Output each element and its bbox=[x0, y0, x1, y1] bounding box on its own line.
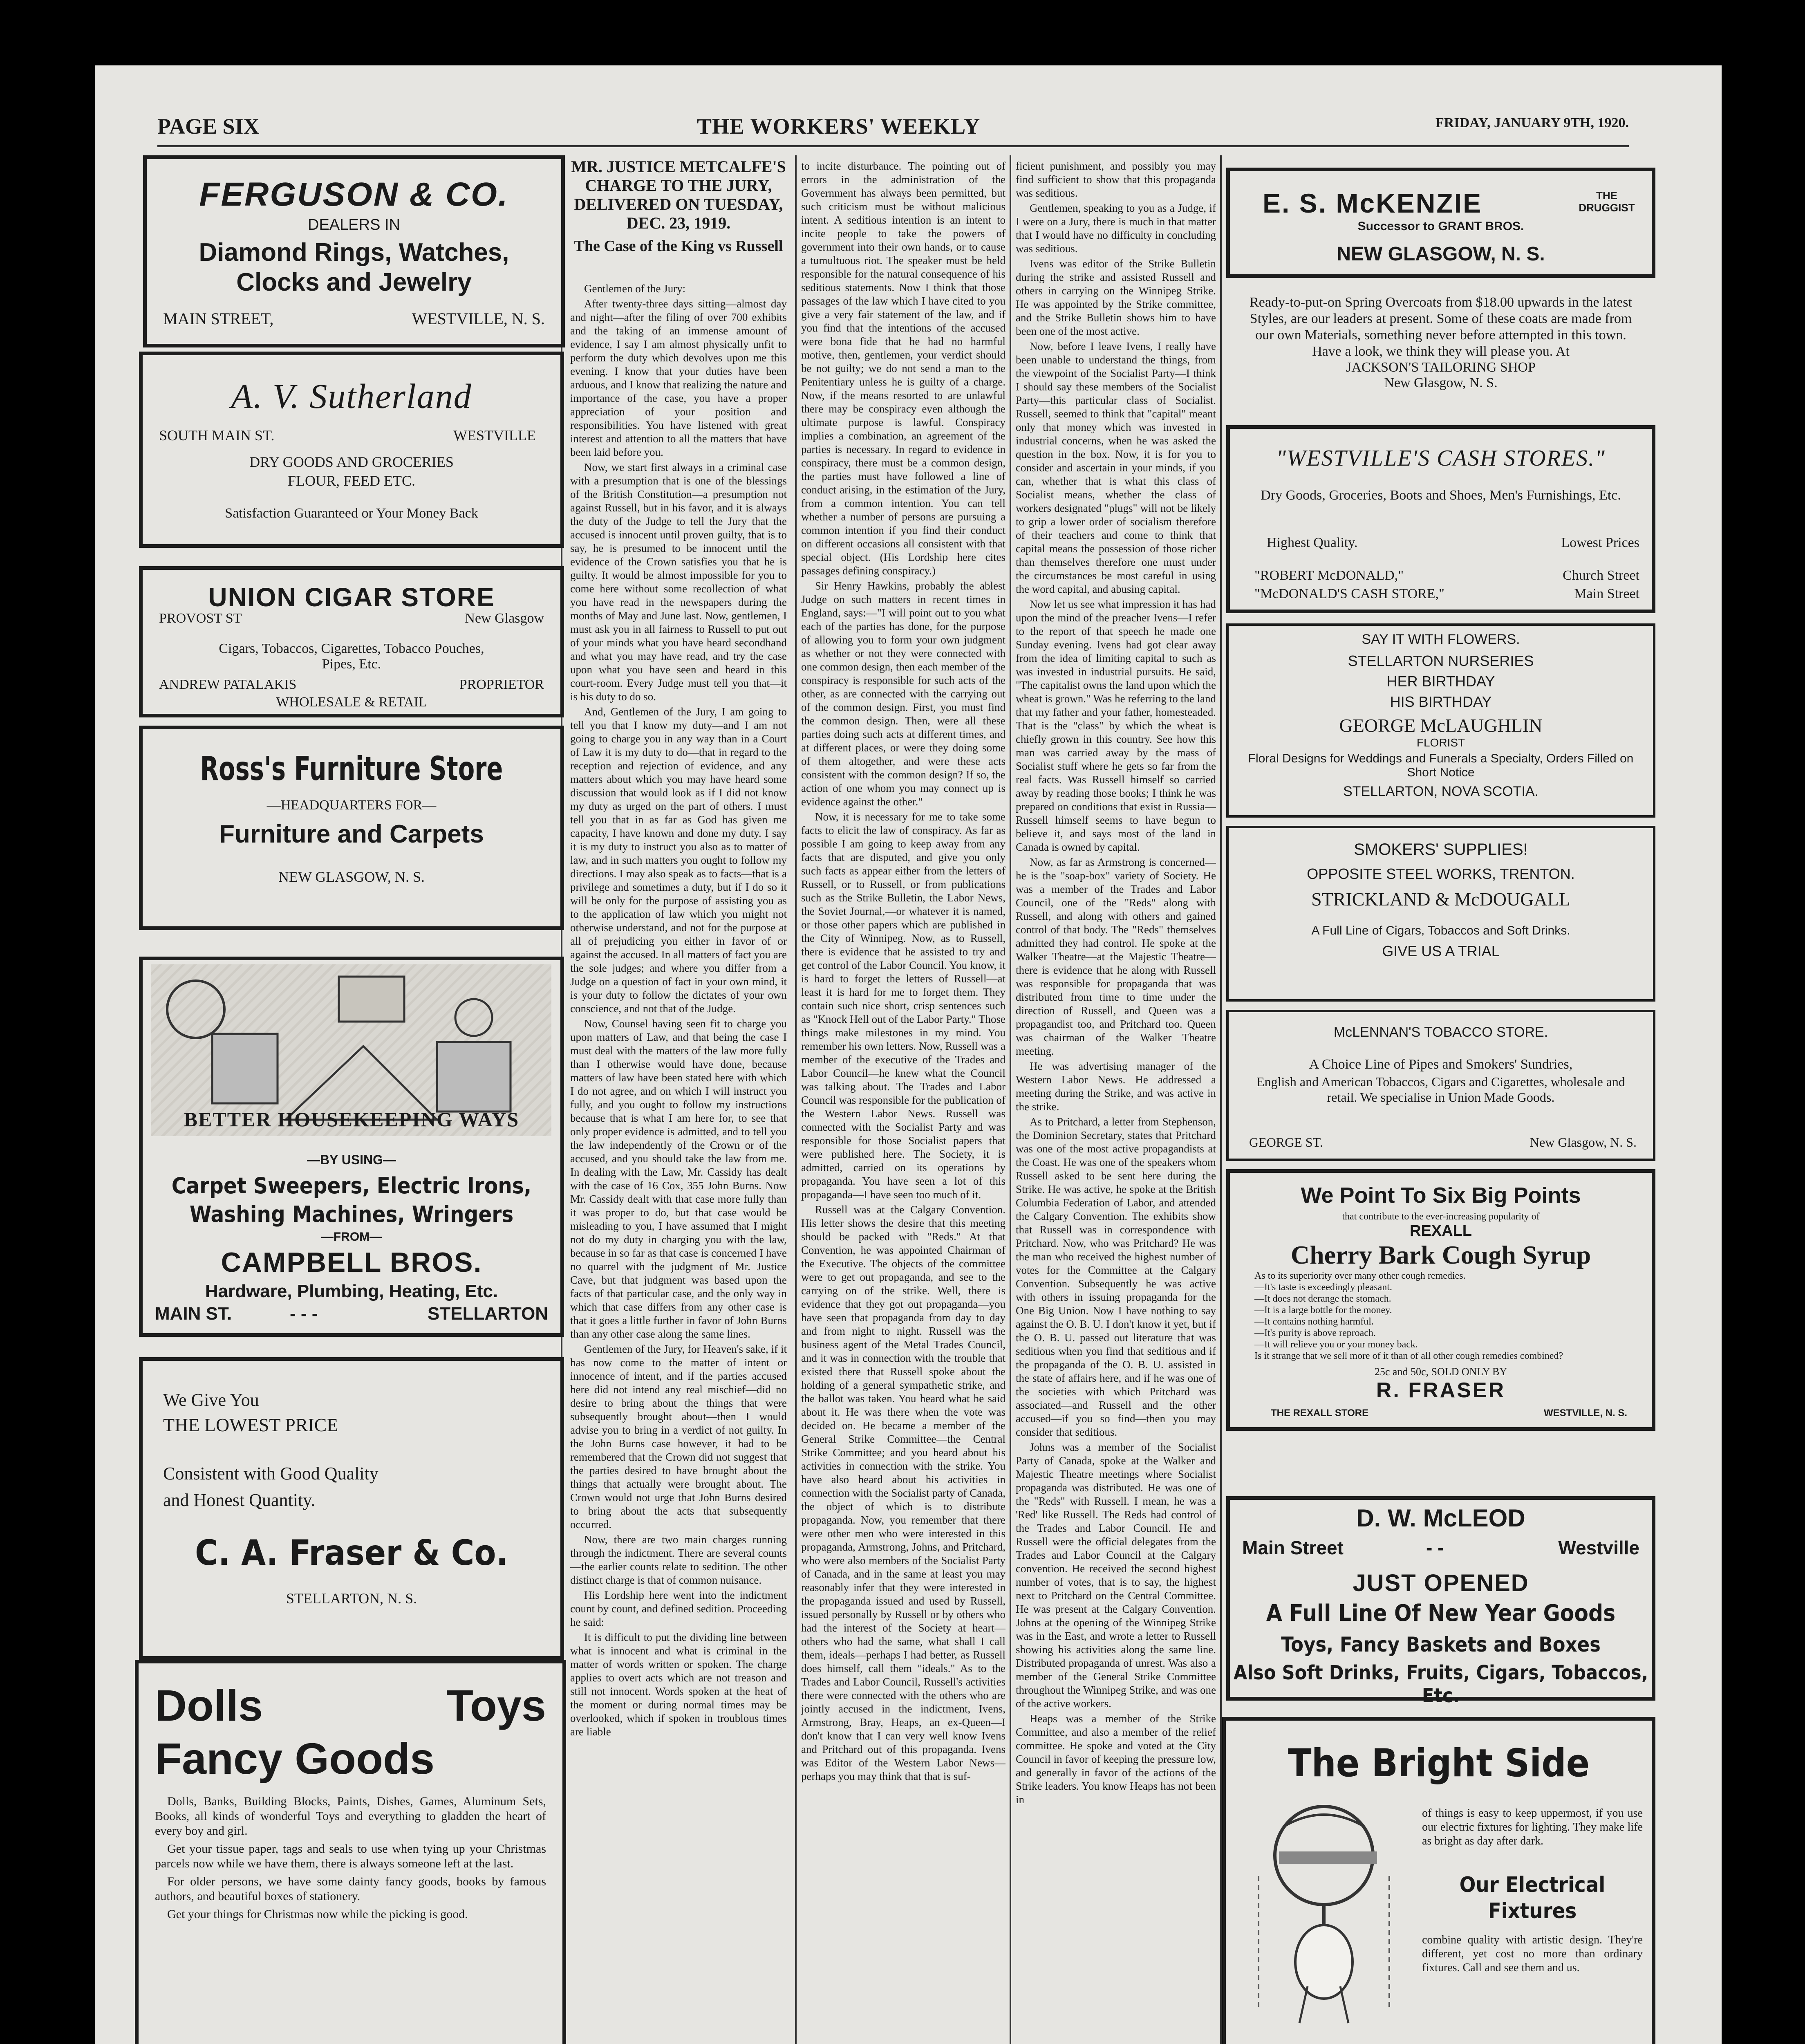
pictou-text: of things is easy to keep uppermost, if you use our electric fixtures for lighting. They make life as bright as day after dark. bbox=[1422, 1807, 1643, 1847]
whites-store-ad bbox=[135, 1660, 566, 2044]
article-para: Gentlemen, speaking to you as a Judge, if I were on a Jury, there is much in that matter that I would have no difficulty in concluding was seditious. bbox=[1016, 202, 1216, 255]
ferguson-line1: Diamond Rings, Watches, bbox=[199, 238, 509, 267]
ferguson-name: FERGUSON & CO. bbox=[199, 176, 509, 213]
article-para: His Lordship here went into the indictment count by count, and defined sedition. Proceeding he said: bbox=[570, 1589, 787, 1628]
rexall-town: WESTVILLE, N. S. bbox=[1543, 1407, 1627, 1419]
article-para: Johns was a member of the Socialist Party of Canada, spoke at the Walker and Majestic Theatre meetings where Socialist propaganda was distributed. He was one of the "Reds" with Russell. I mean, he was a 'Red' like Russell. The Reds had control of the Trades and Labor Council. He and Russell were the official delegates from the Trades and Labor Council at the Calgary convention. He received the second highest number of votes, that is to say, the highest next to Pritchard on the Central Committee. He was present at the Calgary Convention. Johns at the opening of the Winnipeg Strike was in the East, and wrote a letter to Russell showing his activities along the same line. Distributed propaganda of unrest. Was also a member of the General Strike Committee throughout the Winnipeg Strike, and was one of the active workers. bbox=[1016, 1441, 1216, 1710]
article-para: Gentlemen of the Jury: bbox=[584, 282, 686, 295]
sutherland-street: SOUTH MAIN ST. bbox=[159, 427, 275, 444]
article-para: It is difficult to put the dividing line between what is innocent and what is criminal in the matter of words written or spoken. The charge applies to overt acts which are not treason and still not innocent. Words spoken at the heat of the moment or during normal times may be overlooked, which if spoken in troublous times are liable bbox=[570, 1631, 787, 1738]
smokers-ad bbox=[1226, 826, 1655, 1002]
article-headline: MR. JUSTICE METCALFE'S CHARGE TO THE JURY, DELIVERED ON TUESDAY, DEC. 23, 1919. bbox=[571, 157, 786, 232]
westville-cash-q1: Highest Quality. bbox=[1267, 535, 1358, 550]
mcleod-l1: A Full Line Of New Year Goods bbox=[1266, 1600, 1616, 1627]
article-column-3 bbox=[1016, 159, 1216, 2044]
jackson-town: New Glasgow, N. S. bbox=[1384, 375, 1498, 390]
header-rule bbox=[157, 145, 1629, 147]
whites-p1: Dolls, Banks, Building Blocks, Paints, Dishes, Games, Aluminum Sets, Books, all kinds of wonderful Toys and everything to gladden the heart of every boy and girl. bbox=[155, 1795, 546, 1838]
flowers-ad bbox=[1226, 623, 1655, 818]
ross-goods: Furniture and Carpets bbox=[219, 820, 484, 848]
union-owner: ANDREW PATALAKIS bbox=[159, 677, 297, 692]
mcleod-ad bbox=[1226, 1496, 1655, 1707]
whites-toys: Toys bbox=[446, 1681, 546, 1730]
column-rule bbox=[1010, 155, 1011, 2044]
union-name: UNION CIGAR STORE bbox=[208, 583, 495, 612]
article-para: to incite disturbance. The pointing out of errors in the administration of the Government has always been permitted, but such criticism must be without malicious intent. A seditious intention is an intent to incite people to take the powers of government into their own hands, or to cause a tumultuous riot. The speaker must be held responsible for the natural consequence of his seditious statements. Now I think that those passages of the law which I have cited to you give a very fair statement of the law, and if you find that the intentions of the accused were bona fide that he had no harmful motive, then, gentlemen, your verdict should be not guilty; we do not send a man to the Penitentiary unless he is guilty of a charge. Now, if the means resorted to are unlawful there may be conspiracy even although the ultimate purpose is lawful. Conspiracy implies a combination, an agreement of the parties is necessary. In regard to evidence in conspiracy, there must be a common design, the parties must have followed a line of conduct arising, in the estimation of the Jury, from a common intention. You can tell whether a number of persons are pursuing a common intention if you find their conduct on different occasions all consistent with that special object. (His Lordship here cites passages defining conspiracy.) bbox=[801, 160, 1006, 577]
mcleod-l2: Toys, Fancy Baskets and Boxes bbox=[1281, 1633, 1601, 1656]
article-para: He was advertising manager of the Western Labor News. He addressed a meeting during the Strike, and was active in the strike. bbox=[1016, 1060, 1216, 1113]
westville-cash-name: "WESTVILLE'S CASH STORES." bbox=[1276, 446, 1606, 471]
fraser-l2: THE LOWEST PRICE bbox=[163, 1414, 338, 1435]
union-cigar-ad bbox=[139, 566, 564, 717]
campbell-from: —FROM— bbox=[321, 1230, 382, 1244]
mclennan-name: McLENNAN'S TOBACCO STORE. bbox=[1333, 1024, 1548, 1040]
ca-fraser-ad bbox=[139, 1357, 564, 1660]
westville-cash-s2r: Main Street bbox=[1574, 586, 1639, 601]
union-type: WHOLESALE & RETAIL bbox=[276, 695, 427, 710]
fraser-l3: Consistent with Good Quality bbox=[163, 1464, 378, 1484]
campbell-town: STELLARTON bbox=[428, 1304, 548, 1324]
flowers-line: Floral Designs for Weddings and Funerals a Specialty, Orders Filled on Short Notice bbox=[1248, 752, 1634, 779]
article-para: Now let us see what impression it has had upon the mind of the preacher Ivens—I refer to the report of that speech he made one Sunday evening. Ivens had got clear away from the idea of limiting capital to such as was invested in industrial pursuits. He said, "The capitalist owns the land upon which the wheat is grown." Was he referring to the land that my father and your father, homesteaded. That is the "class" by which the wheat is chiefly grown in this country. See how this man was carried away by the mass of Socialist stuff where he gets so far from the real facts. Was Russell himself so carried away by reading those books; I think he was prepared on conditions that exist in Russia—Russell himself seems to have begun to believe it, and says most of the land in Canada is owned by capital. bbox=[1016, 598, 1216, 853]
flowers-say: SAY IT WITH FLOWERS. bbox=[1362, 632, 1520, 647]
rexall-strange: Is it strange that we sell more of it than of all other cough remedies combined? bbox=[1254, 1351, 1563, 1361]
column-rule bbox=[1220, 155, 1222, 2044]
mcleod-street: Main Street bbox=[1242, 1537, 1344, 1558]
flowers-name: GEORGE McLAUGHLIN bbox=[1339, 715, 1543, 736]
smokers-name: STRICKLAND & McDOUGALL bbox=[1311, 889, 1570, 910]
pictou-sub: Our Electrical Fixtures bbox=[1459, 1873, 1606, 1923]
article-para: And, Gentlemen of the Jury, I am going to tell you that I know my duty—and I am not going to charge you in any way than in a Court of Law it is my duty to do—that in regard to the reception and rejection of evidence, and any matters about which you may have heard some discussion that would look as if I did not know my duty as urged on the part of others. I must tell you that in as far as God has given me capacity, I have known and done my duty. I say it is my duty to instruct you also as to matter of law, and in such matters you ought to follow my directions. I may also speak as to facts—that is a privilege and sometimes a duty, but if I do so it will be only for the purpose of assisting you as to the application of law which you might not otherwise understand, and not for the purpose at all of prejudicing you either in favor of or against the accused. In all matters of fact you are the sole judges; and where you differ from a Judge on a question of fact in your own mind, it is your duty to follow the dictates of your own conscience, and not that of the Judge. bbox=[570, 706, 787, 1015]
whites-p4: Get your things for Christmas now while the picking is good. bbox=[167, 1907, 468, 1921]
article-para: Sir Henry Hawkins, probably the ablest Judge on such matters in recent times in England, says:—"I will point out to you what each of the parties has done, for the purpose of allowing you to form your own judgment as whether or not they were connected with one common design, then each member of the conspiracy is responsible for such acts of the other, as are connected with the carrying out of the common design. First, you must find the common design. Then, were all these parties doing such acts at different times, and at different places, or were they doing some of them altogether, and were these acts consistent with the common design? If so, the action of one whom you may connect up is evidence against the other." bbox=[801, 580, 1006, 808]
whites-fancy: Fancy Goods bbox=[155, 1734, 435, 1783]
mclennan-l1: A Choice Line of Pipes and Smokers' Sundries, bbox=[1309, 1057, 1573, 1072]
article-para: As to Pritchard, a letter from Stephenson, the Dominion Secretary, states that Pritchard was one of the most active propagandists at the Coast. He was one of the speakers whom Russell asked to be sent here during the Strike. He was active, he spoke at the British Columbia Federation of Labor, and attended the Calgary Convention. The exhibits show that Russell was in correspondence with Pritchard. Now, who was Pritchard? He was the man who received the highest number of votes for the Committee at the Calgary Convention. Subsequently he was active with others in issuing propaganda for the One Big Union. Now I have nothing to say against the O. B. U. I don't know it yet, but if the O. B. U. passed out literature that was seditious when you find that seditious and if the propaganda of the O. B. U. assisted in the state of affairs here, and if he was one of the societies with which Pritchard was associated—and Russell and the other accused—if you so find—then you may consider that seditious. bbox=[1016, 1116, 1216, 1438]
flowers-florist: FLORIST bbox=[1416, 736, 1465, 749]
rexall-point: —It's taste is exceedingly pleasant. bbox=[1254, 1282, 1392, 1293]
rexall-point: —It contains nothing harmful. bbox=[1254, 1316, 1374, 1327]
pictou-text2: combine quality with artistic design. They're different, yet cost no more than ordinary fixtures. Call and see them and us. bbox=[1422, 1934, 1643, 1974]
mckenzie-ad bbox=[1226, 168, 1655, 278]
union-street: PROVOST ST bbox=[159, 611, 242, 626]
smokers-line: A Full Line of Cigars, Tobaccos and Soft Drinks. bbox=[1311, 924, 1570, 937]
article-para: Now, we start first always in a criminal case with a presumption that is one of the blessings of the British Constitution—a presumption not against Russell, but in his favor, and it is always the duty of the Judge to tell the Jury that the accused is innocent until proven guilty, that is to say, he is presumed to be innocent until the evidence of the Crown satisfies you that he is guilty. It would be almost impossible for you to come here without some recollection of what you have read in the newspapers during the months of May and June last. Now, gentlemen, I must ask you in all fairness to Russell to put out of your minds what you have heard secondhand and what you may have read, and try the case upon what you have seen and heard in this court-room. Every Judge must tell you that—it is his duty to do so. bbox=[570, 461, 787, 703]
westville-cash-s1r: Church Street bbox=[1563, 568, 1639, 583]
ferguson-town: WESTVILLE, N. S. bbox=[412, 309, 545, 328]
campbell-dash: - - - bbox=[290, 1304, 318, 1324]
rexall-point: —It is a large bottle for the money. bbox=[1254, 1305, 1392, 1316]
rexall-point: —It will relieve you or your money back. bbox=[1254, 1339, 1418, 1350]
flowers-his: HIS BIRTHDAY bbox=[1390, 693, 1492, 710]
ferguson-street: MAIN STREET, bbox=[163, 309, 274, 328]
union-town: New Glasgow bbox=[465, 611, 544, 626]
westville-cash-ad bbox=[1226, 425, 1655, 613]
sutherland-ad bbox=[139, 352, 564, 548]
smokers-head: SMOKERS' SUPPLIES! bbox=[1354, 840, 1528, 858]
mcleod-l3: Also Soft Drinks, Fruits, Cigars, Tobaccos, Etc. bbox=[1233, 1661, 1648, 1707]
ferguson-line2: Clocks and Jewelry bbox=[236, 268, 472, 296]
mclennan-l2: English and American Tobaccos, Cigars and Cigarettes, wholesale and retail. We specialise in Union Made Goods. bbox=[1256, 1074, 1625, 1105]
mclennan-town: New Glasgow, N. S. bbox=[1530, 1135, 1637, 1150]
rexall-sup: As to its superiority over many other cough remedies. bbox=[1254, 1271, 1466, 1281]
jackson-shop: JACKSON'S TAILORING SHOP bbox=[1346, 360, 1536, 375]
westville-cash-goods: Dry Goods, Groceries, Boots and Shoes, Men's Furnishings, Etc. bbox=[1261, 488, 1621, 503]
jackson-text: Ready-to-put-on Spring Overcoats from $18.00 upwards in the latest Styles, are our leaders at present. Some of these coats are made from our own Materials, something never before attempted in this town. Have a look, we think they will please you. At bbox=[1250, 295, 1632, 359]
smokers-trial: GIVE US A TRIAL bbox=[1382, 943, 1500, 959]
article-para: After twenty-three days sitting—almost day and night—after the filing of over 700 exhibits and the taking of an immense amount of evidence, I say I am almost physically unfit to perform the duty which devolves upon me this evening. I know that your duties have been arduous, and I know that realizing the nature and importance of the case, you have a proper appreciation of your position and responsibilities. You have listened with great interest and attention to all the matters that have been laid before you. bbox=[570, 298, 787, 458]
pictou-head: The Bright Side bbox=[1288, 1741, 1590, 1786]
rexall-contrib: that contribute to the ever-increasing popularity of bbox=[1342, 1211, 1540, 1222]
mckenzie-name: E. S. McKENZIE bbox=[1263, 188, 1483, 218]
mckenzie-successor: Successor to GRANT BROS. bbox=[1357, 220, 1524, 233]
sutherland-guarantee: Satisfaction Guaranteed or Your Money Back bbox=[225, 506, 478, 521]
page-number: PAGE SIX bbox=[157, 114, 260, 139]
union-role: PROPRIETOR bbox=[459, 677, 544, 692]
mcleod-opened: JUST OPENED bbox=[1353, 1570, 1529, 1596]
rexall-name: R. FRASER bbox=[1376, 1378, 1506, 1402]
column-rule bbox=[795, 155, 797, 2044]
flowers-town: STELLARTON, NOVA SCOTIA. bbox=[1343, 784, 1539, 799]
ross-hq: —HEADQUARTERS FOR— bbox=[266, 798, 437, 813]
article-para: Now, Counsel having seen fit to charge you upon matters of Law, and that being the case I must deal with the matters of the law more fully than I otherwise would have done, because matters of law have been stated here with which I do not agree, and on which I will instruct you fully, and you ought to follow my instructions because that is what I am here for, to see that only proper evidence is admitted, and to tell you the law independently of the Crown or of the accused, and you should take the law from me. In dealing with the Law, Mr. Cassidy has dealt with the case of 16 Cox, 355 John Burns. Now Mr. Cassidy dealt with that case more fully than it was proper to do, but that case would be misleading to you, I have assumed that I might not do my duty in charging you with the law, because in so far as that case is concerned I have no quarrel with the judgment of Mr. Justice Cave, but that judgment was based upon the facts of that particular case, and the only way in which that case differs from any other case is that it goes a little further in favor of John Burns than any other case along the same lines. bbox=[570, 1018, 787, 1340]
campbell-banner: BETTER HOUSEKEEPING WAYS bbox=[184, 1108, 520, 1131]
campbell-name: CAMPBELL BROS. bbox=[221, 1247, 482, 1278]
article-para: ficient punishment, and possibly you may find sufficient to show that this propaganda was seditious. bbox=[1016, 160, 1216, 199]
westville-cash-q2: Lowest Prices bbox=[1561, 535, 1639, 550]
ross-furniture-ad bbox=[139, 726, 564, 930]
whites-p2: Get your tissue paper, tags and seals to use when tying up your Christmas parcels now while we have them, there is always someone left at the last. bbox=[155, 1842, 546, 1870]
mckenzie-druggist: THE DRUGGIST bbox=[1579, 189, 1635, 214]
campbell-using: —BY USING— bbox=[307, 1152, 396, 1167]
whites-p3: For older persons, we have some dainty fancy goods, books by famous authors, and beautiful boxes of stationery. bbox=[155, 1875, 546, 1903]
article-subhead: The Case of the King vs Russell bbox=[574, 238, 783, 255]
westville-cash-s1: "ROBERT McDONALD," bbox=[1254, 568, 1404, 583]
rexall-head: We Point To Six Big Points bbox=[1301, 1183, 1581, 1208]
pictou-electric-ad bbox=[1222, 1717, 1655, 2044]
paper-title: THE WORKERS' WEEKLY bbox=[697, 114, 981, 139]
fraser-l1: We Give You bbox=[163, 1390, 259, 1410]
mckenzie-town: NEW GLASGOW, N. S. bbox=[1337, 243, 1545, 265]
union-items2: Pipes, Etc. bbox=[322, 657, 381, 672]
fraser-l4: and Honest Quantity. bbox=[163, 1490, 316, 1510]
article-para: Now, there are two main charges running through the indictment. There are several counts—the earlier counts relate to sedition. The other distinct charge is that of common nuisance. bbox=[570, 1533, 787, 1586]
campbell-line3: Hardware, Plumbing, Heating, Etc. bbox=[205, 1281, 498, 1301]
issue-date: FRIDAY, JANUARY 9TH, 1920. bbox=[1435, 115, 1629, 130]
union-items: Cigars, Tobaccos, Cigarettes, Tobacco Pouches, bbox=[219, 641, 484, 656]
campbell-street: MAIN ST. bbox=[155, 1304, 232, 1324]
article-para: Now, before I leave Ivens, I really have been unable to understand the things, from the viewpoint of the Socialist Party—I think I should say these members of the Socialist Party—this particular class of Socialist. Russell, seemed to think that "capital" meant only that money which was invested in industrial concerns, when he was asked the question in the box. Now, it is for you to consider and ascertain in your minds, if you can, whether that is what this class of Socialist means, whether the class of workers designated "plugs" will not be likely to grip a lower order of socialism therefore of their teachers and come to think that capital means the possession of those richer than themselves therefore one must under the circumstances be most careful in using the word capital, and abusing capital. bbox=[1016, 340, 1216, 595]
ross-town: NEW GLASGOW, N. S. bbox=[278, 869, 425, 885]
mcleod-dash: - - bbox=[1426, 1537, 1444, 1558]
rexall-point: —It does not derange the stomach. bbox=[1254, 1293, 1391, 1304]
rexall-price: 25c and 50c, SOLD ONLY BY bbox=[1374, 1366, 1507, 1378]
whites-dolls: Dolls bbox=[155, 1681, 263, 1730]
rexall-store: THE REXALL STORE bbox=[1271, 1407, 1369, 1419]
campbell-bros-ad bbox=[139, 957, 564, 1337]
sutherland-goods: DRY GOODS AND GROCERIES bbox=[249, 454, 454, 470]
mclennan-ad bbox=[1226, 1010, 1655, 1161]
campbell-line2: Washing Machines, Wringers bbox=[189, 1201, 514, 1227]
ross-name: Ross's Furniture Store bbox=[200, 750, 503, 788]
article-column-2 bbox=[801, 159, 1006, 2044]
campbell-line1: Carpet Sweepers, Electric Irons, bbox=[171, 1173, 532, 1199]
mcleod-town: Westville bbox=[1558, 1537, 1639, 1558]
sutherland-goods2: FLOUR, FEED ETC. bbox=[287, 473, 415, 489]
article-column-1 bbox=[570, 282, 787, 2044]
electric-fixture-illustration bbox=[1242, 1794, 1414, 2044]
fraser-name: C. A. Fraser & Co. bbox=[195, 1533, 508, 1573]
article-para: Now, as far as Armstrong is concerned—he is the "soap-box" variety of Society. He was a member of the Trades and Labor Council, one of the "Reds" along with Russell, and along with others and gained control of that body. The "Reds" themselves admitted they had control. He spoke at the Walker Theatre—at the Majestic Theatre—there is evidence that he along with Russell was responsible for propaganda that was distributed from time to time under the direction of Russell, and Queen was a propagandist too, and Pritchard too. Queen was chairman of the Walker Theatre meeting. bbox=[1016, 856, 1216, 1057]
jackson-ad bbox=[1230, 294, 1651, 413]
article-para: Now, it is necessary for me to take some facts to elicit the law of conspiracy. As far as possible I am going to keep away from any facts that are disputed, and give you only such facts as appear either from the letters of Russell, or to Russell, or from publications such as the Strike Bulletin, the Labor News, the Soviet Journal,—or whatever it is named, or those other papers which are published in the City of Winnipeg. Now, as to Russell, there is evidence that he assisted to try and get control of the Labor Council. You know, it is hard to forget the letters of Russell—at least it is hard for me to forget them. They contain such nice short, crisp sentences such as "Knock Hell out of the Labor Party." Those things make milestones in my mind. You remember his own letters. Now, Russell was a member of the executive of the Trades and Labor Council—he knew what the Council was talking about. The Trades and Labor Council was responsible for the publication of the Western Labor News. Russell was connected with the Socialist Party and was responsible for those Socialist papers that were published here. The Society, it is admitted, carried on its operations by propaganda. You have seen a lot of this propaganda—I have seen too much of it. bbox=[801, 811, 1006, 1201]
smokers-opp: OPPOSITE STEEL WORKS, TRENTON. bbox=[1307, 865, 1575, 882]
article-para: Heaps was a member of the Strike Committee, and also a member of the relief committee. He spoke and voted at the City Council in favor of keeping the pressure low, and generally in favor of the actions of the Strike leaders. You know Heaps has not been in bbox=[1016, 1712, 1216, 1806]
sutherland-name: A. V. Sutherland bbox=[231, 377, 472, 416]
flowers-nursery: STELLARTON NURSERIES bbox=[1348, 652, 1534, 669]
rexall-product: Cherry Bark Cough Syrup bbox=[1290, 1240, 1591, 1269]
article-para: Russell was at the Calgary Convention. His letter shows the desire that this meeting should be packed with "Reds." At that Convention, he was appointed Chairman of the Executive. The objects of the committee were to get out propaganda, and see to the carrying on of the strike. Well, there is evidence that they got out propaganda—you have seen that propaganda from day to day and from night to night. Russell was the business agent of the Metal Trades Council, and it was in connection with the trouble that existed there that Russell spoke about the holding of a general sympathetic strike, and the ballot was taken. You heard what he said about it. He was there when the vote was decided on. He became a member of the General Strike Committee—the Central Strike Committee; and you heard about his activities in connection with the strike. You have also heard about his activities in connection with the Socialist party of Canada, the object of which is to distribute propaganda. Now, you remember that there were other men who were interested in this propaganda, Armstrong, Johns, and Pritchard, who were also members of the Socialist Party of Canada, and in the same at least you may reasonably infer that they were interested in the propaganda issued and used by Russell, issued personally by Russell or by others who had the interest of the Society at heart—others who had the same, what shall I call them, ideals—perhaps I had better, as Russell does himself, call them "ideals." As to the Trades and Labor Council, Russell's activities there were connected with the others who are jointly accused in the indictment, Ivens, Armstrong, Bray, Heaps, an ex-Queen—I don't know that I can very well know Ivens and Pritchard out of this propaganda. Ivens was Editor of the Western Labor News—perhaps you may think that that is suf- bbox=[801, 1204, 1006, 1782]
flowers-her: HER BIRTHDAY bbox=[1386, 673, 1495, 690]
rexall-brand: REXALL bbox=[1410, 1222, 1472, 1239]
article-para: Gentlemen of the Jury, for Heaven's sake, if it has now come to the matter of intent or innocence of intent, and if the parties accused here did not intend any real mischief—did no desire to bring about the things that were subsequently brought about—then I would advise you to bring in a verdict of not guilty. In the John Burns case however, it had to be remembered that the Crown did not suggest that the parties desired to have brought about the things that actually were brought about. The Crown would not urge that John Burns desired to bring about the acts that subsequently occurred. bbox=[570, 1343, 787, 1531]
ferguson-dealers: DEALERS IN bbox=[308, 216, 400, 233]
article-para: Ivens was editor of the Strike Bulletin during the strike and assisted Russell and others in carrying on the Winnipeg Strike. He was appointed by the Strike committee, and the Strike Bulletin shows him to have been one of the most active. bbox=[1016, 258, 1216, 337]
mcleod-name: D. W. McLEOD bbox=[1356, 1504, 1525, 1532]
sutherland-town: WESTVILLE bbox=[453, 427, 536, 444]
mclennan-street: GEORGE ST. bbox=[1249, 1135, 1323, 1150]
westville-cash-s2: "McDONALD'S CASH STORE," bbox=[1254, 586, 1444, 601]
fraser-town: STELLARTON, N. S. bbox=[286, 1590, 417, 1607]
rexall-point: —It's purity is above reproach. bbox=[1254, 1328, 1376, 1338]
ferguson-ad bbox=[143, 155, 565, 347]
rexall-ad bbox=[1226, 1169, 1655, 1431]
